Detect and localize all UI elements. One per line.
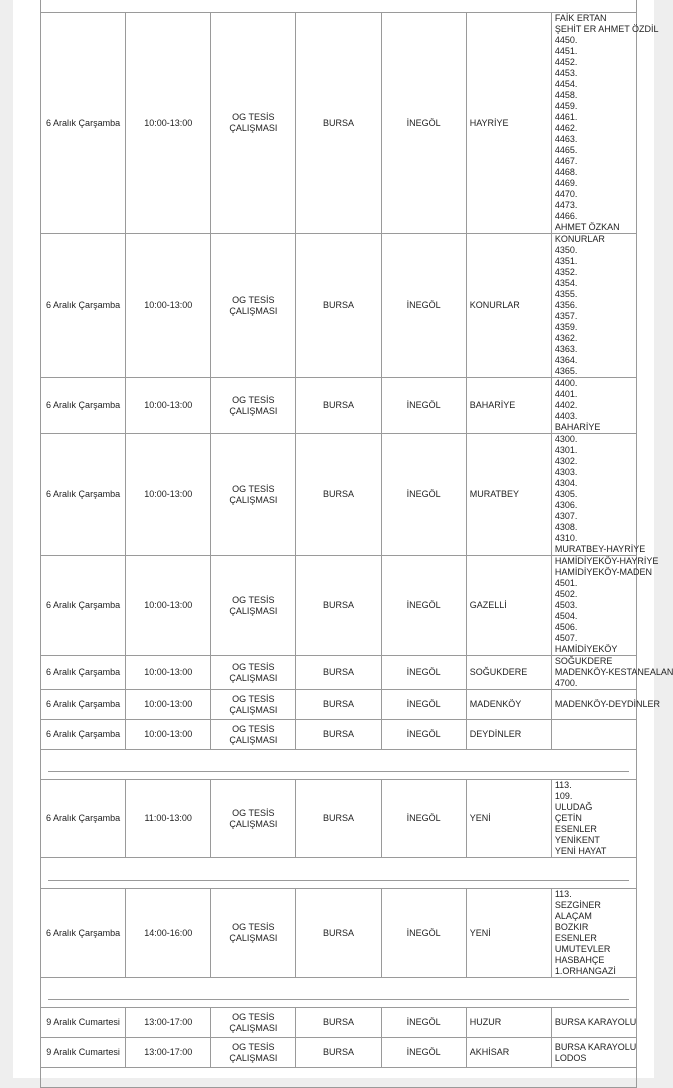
province-cell: BURSA	[296, 656, 381, 690]
date-cell: 6 Aralık Çarşamba	[41, 720, 126, 750]
blank-cell	[41, 1068, 637, 1088]
street-name: 4303.	[554, 467, 578, 477]
street-name: 4351.	[554, 256, 578, 266]
streets-cell	[551, 889, 636, 978]
street-name: 4450.	[554, 35, 578, 45]
street-name: 109.	[554, 791, 573, 801]
street-name: 4459.	[554, 101, 578, 111]
district-cell: İNEGÖL	[381, 656, 466, 690]
street-name: 4506.	[554, 622, 578, 632]
street-name: 113.	[554, 780, 572, 790]
street-name: 4502.	[554, 589, 578, 599]
blank-cell	[41, 0, 637, 13]
neighborhood-cell: SOĞUKDERE	[466, 656, 551, 690]
work-type-cell: OG TESİS ÇALIŞMASI	[211, 1038, 296, 1068]
province-cell: BURSA	[296, 1038, 381, 1068]
street-name: 4467.	[554, 156, 578, 166]
blank-row	[41, 1068, 637, 1088]
street-name: UMUTEVLER	[554, 944, 611, 954]
date-cell: 6 Aralık Çarşamba	[41, 780, 126, 858]
date-cell: 6 Aralık Çarşamba	[41, 13, 126, 234]
street-name: MADENKÖY-DEYDİNLER	[554, 699, 661, 709]
work-type-cell: OG TESİS ÇALIŞMASI	[211, 690, 296, 720]
table-row	[41, 434, 637, 556]
street-name: 4403.	[554, 411, 578, 421]
table-row	[41, 656, 637, 690]
time-cell: 10:00-13:00	[126, 720, 211, 750]
district-cell: İNEGÖL	[381, 1008, 466, 1038]
street-name: 4310.	[554, 533, 578, 543]
time-cell: 10:00-13:00	[126, 690, 211, 720]
time-cell: 10:00-13:00	[126, 378, 211, 434]
street-name: ESENLER	[554, 824, 597, 834]
table-row	[41, 378, 637, 434]
neighborhood-cell: YENİ	[466, 780, 551, 858]
time-cell: 10:00-13:00	[126, 13, 211, 234]
street-name: 4304.	[554, 478, 578, 488]
separator-row	[41, 750, 637, 780]
district-cell: İNEGÖL	[381, 556, 466, 656]
province-cell: BURSA	[296, 889, 381, 978]
streets-cell	[551, 690, 661, 720]
street-name: 4462.	[554, 123, 578, 133]
divider	[48, 757, 629, 772]
street-name: 4364.	[554, 355, 578, 365]
street-name: 4461.	[554, 112, 578, 122]
street-name: 4507.	[554, 633, 578, 643]
work-type-cell: OG TESİS ÇALIŞMASI	[211, 378, 296, 434]
table-row	[41, 13, 637, 234]
work-type-cell: OG TESİS ÇALIŞMASI	[211, 656, 296, 690]
street-name: YENİKENT	[554, 835, 600, 845]
streets-cell	[551, 13, 659, 234]
street-name: 4300.	[554, 434, 578, 444]
district-cell: İNEGÖL	[381, 434, 466, 556]
neighborhood-cell: BAHARİYE	[466, 378, 551, 434]
date-cell: 6 Aralık Çarşamba	[41, 378, 126, 434]
street-name: BURSA KARAYOLU	[554, 1017, 637, 1027]
province-cell: BURSA	[296, 1008, 381, 1038]
street-name: SOĞUKDERE	[554, 656, 613, 666]
date-cell: 6 Aralık Çarşamba	[41, 690, 126, 720]
streets-cell	[551, 656, 673, 690]
street-name: 4503.	[554, 600, 578, 610]
streets-cell	[551, 780, 636, 858]
street-name: 4504.	[554, 611, 578, 621]
province-cell: BURSA	[296, 13, 381, 234]
street-name: 4468.	[554, 167, 578, 177]
street-name: 4463.	[554, 134, 578, 144]
street-name: 4700.	[554, 678, 578, 688]
table-row	[41, 889, 637, 978]
street-name: 4451.	[554, 46, 578, 56]
street-name: ESENLER	[554, 933, 597, 943]
streets-cell	[551, 378, 636, 434]
district-cell: İNEGÖL	[381, 690, 466, 720]
street-name: 4465.	[554, 145, 578, 155]
time-cell: 10:00-13:00	[126, 656, 211, 690]
time-cell: 13:00-17:00	[126, 1008, 211, 1038]
street-name: 4401.	[554, 389, 578, 399]
work-type-cell: OG TESİS ÇALIŞMASI	[211, 1008, 296, 1038]
street-name: 4302.	[554, 456, 578, 466]
work-type-cell: OG TESİS ÇALIŞMASI	[211, 13, 296, 234]
street-name: 4458.	[554, 90, 578, 100]
street-name: BOZKIR	[554, 922, 589, 932]
separator-cell	[41, 978, 637, 1008]
street-name: AHMET ÖZKAN	[554, 222, 620, 232]
street-name: MURATBEY-HAYRİYE	[554, 544, 646, 554]
date-cell: 6 Aralık Çarşamba	[41, 889, 126, 978]
street-name: 4354.	[554, 278, 578, 288]
province-cell: BURSA	[296, 378, 381, 434]
table-row	[41, 1008, 637, 1038]
street-name: MADENKÖY-KESTANEALAN	[554, 667, 673, 677]
street-name: 4501.	[554, 578, 578, 588]
street-name: LODOS	[554, 1052, 587, 1063]
street-name: 113.	[554, 889, 572, 899]
neighborhood-cell: MADENKÖY	[466, 690, 551, 720]
neighborhood-cell: KONURLAR	[466, 234, 551, 378]
street-name: HASBAHÇE	[554, 955, 605, 965]
street-name: 4305.	[554, 489, 578, 499]
blank-row	[41, 0, 637, 13]
table-row	[41, 234, 637, 378]
district-cell: İNEGÖL	[381, 13, 466, 234]
street-name: 4356.	[554, 300, 578, 310]
work-type-cell: OG TESİS ÇALIŞMASI	[211, 720, 296, 750]
street-name: 4301.	[554, 445, 578, 455]
streets-cell	[551, 720, 636, 750]
street-name: 4400.	[554, 378, 578, 388]
neighborhood-cell: GAZELLİ	[466, 556, 551, 656]
district-cell: İNEGÖL	[381, 378, 466, 434]
date-cell: 6 Aralık Çarşamba	[41, 656, 126, 690]
street-name: BURSA KARAYOLU	[554, 1041, 637, 1052]
street-name: 4363.	[554, 344, 578, 354]
province-cell: BURSA	[296, 720, 381, 750]
street-name: ULUDAĞ	[554, 802, 593, 812]
street-name: 4359.	[554, 322, 578, 332]
district-cell: İNEGÖL	[381, 780, 466, 858]
date-cell: 9 Aralık Cumartesi	[41, 1038, 126, 1068]
street-name: 4365.	[554, 366, 578, 376]
street-name: 4355.	[554, 289, 578, 299]
street-name: ALAÇAM	[554, 911, 592, 921]
work-type-cell: OG TESİS ÇALIŞMASI	[211, 780, 296, 858]
street-name: BAHARİYE	[554, 422, 601, 432]
street-name: 4357.	[554, 311, 578, 321]
street-name: 4453.	[554, 68, 578, 78]
neighborhood-cell: HAYRİYE	[466, 13, 551, 234]
time-cell: 10:00-13:00	[126, 434, 211, 556]
table-row	[41, 780, 637, 858]
street-name: 4466.	[554, 211, 578, 221]
time-cell: 13:00-17:00	[126, 1038, 211, 1068]
streets-cell	[551, 556, 659, 656]
street-name: 4308.	[554, 522, 578, 532]
divider	[48, 985, 629, 1000]
street-name: 4307.	[554, 511, 578, 521]
street-name: 4306.	[554, 500, 578, 510]
divider	[48, 866, 629, 881]
district-cell: İNEGÖL	[381, 889, 466, 978]
schedule-body	[41, 0, 673, 1088]
work-type-cell: OG TESİS ÇALIŞMASI	[211, 434, 296, 556]
date-cell: 6 Aralık Çarşamba	[41, 556, 126, 656]
time-cell: 10:00-13:00	[126, 556, 211, 656]
date-cell: 9 Aralık Cumartesi	[41, 1008, 126, 1038]
table-row	[41, 1038, 637, 1068]
street-name: 4452.	[554, 57, 578, 67]
province-cell: BURSA	[296, 690, 381, 720]
province-cell: BURSA	[296, 556, 381, 656]
separator-row	[41, 858, 637, 889]
street-name: 4454.	[554, 79, 578, 89]
street-name: 4470.	[554, 189, 578, 199]
street-name: 4362.	[554, 333, 578, 343]
street-name: 4350.	[554, 245, 578, 255]
province-cell: BURSA	[296, 234, 381, 378]
street-name: YENİ HAYAT	[554, 846, 607, 856]
street-name: ÇETİN	[554, 813, 582, 823]
time-cell: 14:00-16:00	[126, 889, 211, 978]
street-name: 4469.	[554, 178, 578, 188]
time-cell: 10:00-13:00	[126, 234, 211, 378]
neighborhood-cell: MURATBEY	[466, 434, 551, 556]
streets-cell	[551, 234, 636, 378]
separator-row	[41, 978, 637, 1008]
date-cell: 6 Aralık Çarşamba	[41, 434, 126, 556]
page-background	[13, 0, 673, 1078]
table-row	[41, 690, 637, 720]
street-name: HAMİDİYEKÖY-HAYRİYE	[554, 556, 659, 566]
date-cell: 6 Aralık Çarşamba	[41, 234, 126, 378]
district-cell: İNEGÖL	[381, 1038, 466, 1068]
street-name: 4352.	[554, 267, 578, 277]
separator-cell	[41, 750, 637, 780]
street-name: 1.ORHANGAZİ	[554, 966, 616, 976]
table-row	[41, 556, 637, 656]
streets-cell	[551, 1008, 636, 1038]
streets-cell	[551, 434, 646, 556]
neighborhood-cell: YENİ	[466, 889, 551, 978]
work-type-cell: OG TESİS ÇALIŞMASI	[211, 234, 296, 378]
neighborhood-cell: HUZUR	[466, 1008, 551, 1038]
street-name: HAMİDİYEKÖY-MADEN	[554, 567, 653, 577]
neighborhood-cell: AKHİSAR	[466, 1038, 551, 1068]
street-name: HAMİDİYEKÖY	[554, 644, 618, 654]
separator-cell	[41, 858, 637, 889]
street-name: ŞEHİT ER AHMET ÖZDİL	[554, 24, 659, 34]
district-cell: İNEGÖL	[381, 234, 466, 378]
street-name: KONURLAR	[554, 234, 605, 244]
street-name: SEZGİNER	[554, 900, 601, 910]
time-cell: 11:00-13:00	[126, 780, 211, 858]
province-cell: BURSA	[296, 780, 381, 858]
street-name: FAİK ERTAN	[554, 13, 607, 23]
table-row	[41, 720, 637, 750]
streets-cell	[551, 1038, 636, 1068]
province-cell: BURSA	[296, 434, 381, 556]
work-type-cell: OG TESİS ÇALIŞMASI	[211, 889, 296, 978]
district-cell: İNEGÖL	[381, 720, 466, 750]
work-type-cell: OG TESİS ÇALIŞMASI	[211, 556, 296, 656]
street-name: 4473.	[554, 200, 578, 210]
outage-schedule-table	[40, 0, 673, 1088]
street-name: 4402.	[554, 400, 578, 410]
neighborhood-cell: DEYDİNLER	[466, 720, 551, 750]
